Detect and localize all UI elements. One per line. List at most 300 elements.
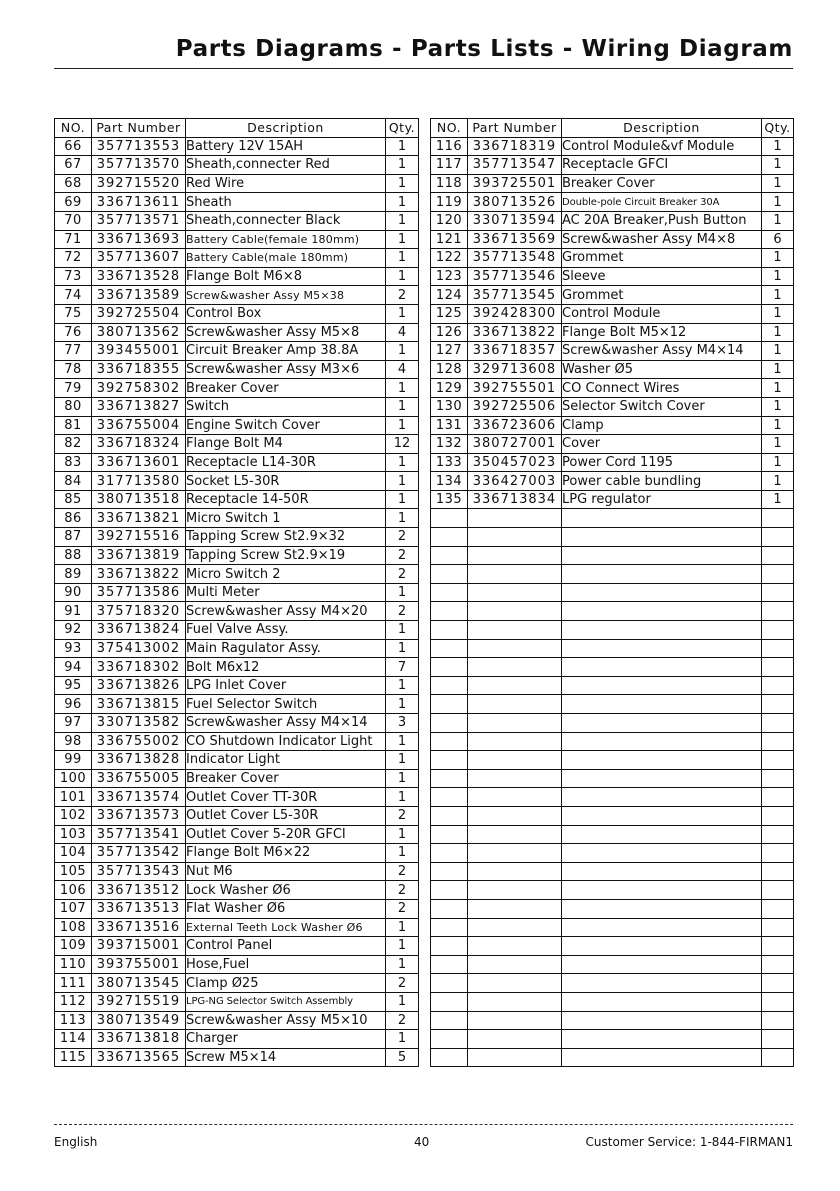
table-row bbox=[431, 472, 794, 491]
part-number-cell bbox=[468, 806, 562, 825]
part-no-cell: 79 bbox=[55, 379, 92, 398]
qty-cell: 1 bbox=[762, 472, 794, 491]
description-cell: Circuit Breaker Amp 38.8A bbox=[186, 342, 386, 361]
table-row bbox=[431, 193, 794, 212]
part-number-cell: 357713541 bbox=[92, 825, 186, 844]
qty-cell bbox=[762, 695, 794, 714]
qty-cell: 2 bbox=[386, 546, 419, 565]
description-cell bbox=[562, 751, 762, 770]
part-number-cell: 393725501 bbox=[468, 174, 562, 193]
qty-cell bbox=[762, 881, 794, 900]
part-number-cell: 336713528 bbox=[92, 267, 186, 286]
table-row bbox=[431, 156, 794, 175]
part-no-cell: 95 bbox=[55, 676, 92, 695]
parts-table-left bbox=[54, 118, 419, 1067]
description-cell bbox=[562, 899, 762, 918]
part-no-cell: 83 bbox=[55, 453, 92, 472]
part-no-cell bbox=[431, 918, 468, 937]
part-number-cell: 336713828 bbox=[92, 751, 186, 770]
table-row bbox=[55, 769, 419, 788]
description-cell: Screw&washer Assy M5×8 bbox=[186, 323, 386, 342]
part-number-cell: 357713547 bbox=[468, 156, 562, 175]
qty-cell bbox=[762, 528, 794, 547]
qty-cell: 1 bbox=[386, 453, 419, 472]
part-no-cell: 126 bbox=[431, 323, 468, 342]
description-cell: Power Cord 1195 bbox=[562, 453, 762, 472]
description-cell: Control Module&vf Module bbox=[562, 137, 762, 156]
qty-cell: 1 bbox=[386, 1030, 419, 1049]
qty-cell bbox=[762, 844, 794, 863]
part-number-cell bbox=[468, 714, 562, 733]
part-no-cell: 125 bbox=[431, 304, 468, 323]
qty-cell: 2 bbox=[386, 862, 419, 881]
part-number-cell: 329713608 bbox=[468, 360, 562, 379]
part-number-cell bbox=[468, 528, 562, 547]
empty-table-row bbox=[431, 937, 794, 956]
part-number-cell bbox=[468, 751, 562, 770]
empty-table-row bbox=[431, 899, 794, 918]
part-no-cell: 92 bbox=[55, 621, 92, 640]
part-no-cell: 120 bbox=[431, 211, 468, 230]
qty-cell bbox=[762, 974, 794, 993]
table-row bbox=[55, 490, 419, 509]
part-number-cell: 392715520 bbox=[92, 174, 186, 193]
part-no-cell: 90 bbox=[55, 583, 92, 602]
parts-table-right-body bbox=[431, 137, 794, 1067]
description-cell bbox=[562, 621, 762, 640]
empty-table-row bbox=[431, 695, 794, 714]
description-cell: Hose,Fuel bbox=[186, 955, 386, 974]
part-number-cell bbox=[468, 732, 562, 751]
part-no-cell bbox=[431, 1011, 468, 1030]
part-number-cell: 336713824 bbox=[92, 621, 186, 640]
description-cell: Battery Cable(male 180mm) bbox=[186, 249, 386, 268]
description-cell bbox=[562, 528, 762, 547]
description-cell: LPG regulator bbox=[562, 490, 762, 509]
part-no-cell bbox=[431, 658, 468, 677]
description-cell: Screw&washer Assy M5×38 bbox=[186, 286, 386, 305]
table-row bbox=[55, 806, 419, 825]
qty-cell: 1 bbox=[386, 137, 419, 156]
part-no-cell bbox=[431, 751, 468, 770]
table-row bbox=[55, 304, 419, 323]
description-cell bbox=[562, 825, 762, 844]
table-row bbox=[55, 844, 419, 863]
empty-table-row bbox=[431, 658, 794, 677]
part-no-cell: 102 bbox=[55, 806, 92, 825]
qty-cell: 1 bbox=[386, 416, 419, 435]
part-no-cell: 127 bbox=[431, 342, 468, 361]
description-cell bbox=[562, 639, 762, 658]
part-number-cell: 336718357 bbox=[468, 342, 562, 361]
qty-cell bbox=[762, 899, 794, 918]
part-number-cell: 392725504 bbox=[92, 304, 186, 323]
part-no-cell: 114 bbox=[55, 1030, 92, 1049]
qty-cell bbox=[762, 509, 794, 528]
description-cell bbox=[562, 732, 762, 751]
description-cell: Screw&washer Assy M4×14 bbox=[562, 342, 762, 361]
qty-cell: 2 bbox=[386, 286, 419, 305]
table-row bbox=[55, 751, 419, 770]
qty-cell: 1 bbox=[386, 751, 419, 770]
part-no-cell: 111 bbox=[55, 974, 92, 993]
part-number-cell: 336755002 bbox=[92, 732, 186, 751]
qty-cell bbox=[762, 769, 794, 788]
description-cell bbox=[562, 602, 762, 621]
part-number-cell: 357713543 bbox=[92, 862, 186, 881]
description-cell: Screw&washer Assy M4×8 bbox=[562, 230, 762, 249]
part-no-cell bbox=[431, 732, 468, 751]
part-no-cell bbox=[431, 788, 468, 807]
description-cell: Breaker Cover bbox=[186, 379, 386, 398]
description-cell: Control Box bbox=[186, 304, 386, 323]
qty-cell: 1 bbox=[386, 211, 419, 230]
qty-cell: 2 bbox=[386, 1011, 419, 1030]
table-row bbox=[431, 304, 794, 323]
description-cell: Flange Bolt M4 bbox=[186, 435, 386, 454]
table-row bbox=[431, 490, 794, 509]
empty-table-row bbox=[431, 992, 794, 1011]
qty-cell: 1 bbox=[386, 304, 419, 323]
part-number-cell: 336713822 bbox=[468, 323, 562, 342]
qty-cell bbox=[762, 862, 794, 881]
part-number-cell: 357713571 bbox=[92, 211, 186, 230]
qty-cell: 1 bbox=[762, 267, 794, 286]
description-cell: Clamp Ø25 bbox=[186, 974, 386, 993]
part-no-cell: 129 bbox=[431, 379, 468, 398]
part-no-cell: 81 bbox=[55, 416, 92, 435]
table-row bbox=[55, 1048, 419, 1067]
qty-cell: 1 bbox=[762, 416, 794, 435]
part-no-cell: 133 bbox=[431, 453, 468, 472]
part-number-cell: 317713580 bbox=[92, 472, 186, 491]
qty-cell: 1 bbox=[386, 676, 419, 695]
table-row bbox=[55, 676, 419, 695]
qty-cell: 1 bbox=[386, 844, 419, 863]
qty-cell: 1 bbox=[386, 788, 419, 807]
qty-cell: 1 bbox=[762, 379, 794, 398]
description-cell bbox=[562, 881, 762, 900]
table-row bbox=[55, 416, 419, 435]
description-cell: Sheath bbox=[186, 193, 386, 212]
part-number-cell bbox=[468, 509, 562, 528]
table-row bbox=[55, 453, 419, 472]
qty-cell: 1 bbox=[386, 732, 419, 751]
part-number-cell bbox=[468, 1048, 562, 1067]
part-number-cell bbox=[468, 881, 562, 900]
description-cell bbox=[562, 806, 762, 825]
table-row bbox=[55, 323, 419, 342]
part-no-cell: 70 bbox=[55, 211, 92, 230]
part-number-cell: 392725506 bbox=[468, 397, 562, 416]
qty-cell bbox=[762, 714, 794, 733]
part-no-cell: 115 bbox=[55, 1048, 92, 1067]
part-no-cell: 105 bbox=[55, 862, 92, 881]
part-number-cell: 380727001 bbox=[468, 435, 562, 454]
qty-cell: 1 bbox=[386, 342, 419, 361]
part-no-cell: 132 bbox=[431, 435, 468, 454]
part-no-cell: 85 bbox=[55, 490, 92, 509]
empty-table-row bbox=[431, 769, 794, 788]
table-row bbox=[55, 955, 419, 974]
table-row bbox=[431, 249, 794, 268]
part-no-cell: 124 bbox=[431, 286, 468, 305]
table-header-row bbox=[431, 119, 794, 138]
part-number-cell: 393755001 bbox=[92, 955, 186, 974]
part-no-cell: 134 bbox=[431, 472, 468, 491]
empty-table-row bbox=[431, 751, 794, 770]
part-no-cell: 75 bbox=[55, 304, 92, 323]
table-row bbox=[55, 937, 419, 956]
description-cell: Clamp bbox=[562, 416, 762, 435]
part-no-cell: 101 bbox=[55, 788, 92, 807]
part-number-cell: 336713569 bbox=[468, 230, 562, 249]
qty-cell: 1 bbox=[386, 621, 419, 640]
part-no-cell: 104 bbox=[55, 844, 92, 863]
footer-divider bbox=[54, 1124, 793, 1125]
description-cell: AC 20A Breaker,Push Button bbox=[562, 211, 762, 230]
part-no-cell bbox=[431, 1048, 468, 1067]
part-number-cell: 357713607 bbox=[92, 249, 186, 268]
qty-cell: 1 bbox=[386, 174, 419, 193]
part-no-cell: 106 bbox=[55, 881, 92, 900]
qty-cell: 1 bbox=[762, 286, 794, 305]
part-no-cell: 99 bbox=[55, 751, 92, 770]
description-cell bbox=[562, 1030, 762, 1049]
part-number-cell: 357713548 bbox=[468, 249, 562, 268]
table-row bbox=[55, 714, 419, 733]
table-row bbox=[55, 342, 419, 361]
part-no-cell: 88 bbox=[55, 546, 92, 565]
table-row bbox=[55, 621, 419, 640]
description-cell: Screw&washer Assy M5×10 bbox=[186, 1011, 386, 1030]
empty-table-row bbox=[431, 806, 794, 825]
qty-cell bbox=[762, 546, 794, 565]
part-number-cell: 336718302 bbox=[92, 658, 186, 677]
empty-table-row bbox=[431, 732, 794, 751]
empty-table-row bbox=[431, 918, 794, 937]
part-number-cell: 336755004 bbox=[92, 416, 186, 435]
description-cell: Grommet bbox=[562, 249, 762, 268]
description-cell: Flat Washer Ø6 bbox=[186, 899, 386, 918]
description-cell: Fuel Valve Assy. bbox=[186, 621, 386, 640]
description-cell: Charger bbox=[186, 1030, 386, 1049]
description-cell: Nut M6 bbox=[186, 862, 386, 881]
qty-cell: 2 bbox=[386, 565, 419, 584]
table-row bbox=[431, 323, 794, 342]
part-number-cell bbox=[468, 955, 562, 974]
qty-cell: 1 bbox=[386, 379, 419, 398]
qty-cell: 1 bbox=[386, 509, 419, 528]
part-no-cell: 76 bbox=[55, 323, 92, 342]
part-number-cell bbox=[468, 583, 562, 602]
empty-table-row bbox=[431, 565, 794, 584]
part-no-cell: 100 bbox=[55, 769, 92, 788]
table-row bbox=[55, 546, 419, 565]
description-cell: Flange Bolt M5×12 bbox=[562, 323, 762, 342]
part-no-cell: 71 bbox=[55, 230, 92, 249]
description-cell: External Teeth Lock Washer Ø6 bbox=[186, 918, 386, 937]
qty-cell: 2 bbox=[386, 806, 419, 825]
empty-table-row bbox=[431, 1048, 794, 1067]
qty-cell: 2 bbox=[386, 899, 419, 918]
table-row bbox=[55, 658, 419, 677]
qty-cell: 3 bbox=[386, 714, 419, 733]
part-number-cell bbox=[468, 565, 562, 584]
description-cell: Flange Bolt M6×8 bbox=[186, 267, 386, 286]
part-number-cell: 357713546 bbox=[468, 267, 562, 286]
part-no-cell: 107 bbox=[55, 899, 92, 918]
description-cell: Engine Switch Cover bbox=[186, 416, 386, 435]
qty-cell bbox=[762, 621, 794, 640]
table-row bbox=[55, 974, 419, 993]
part-number-cell: 336718324 bbox=[92, 435, 186, 454]
description-cell: Socket L5-30R bbox=[186, 472, 386, 491]
qty-cell bbox=[762, 788, 794, 807]
qty-cell: 2 bbox=[386, 974, 419, 993]
column-header-no: NO. bbox=[55, 119, 92, 138]
table-row bbox=[55, 1011, 419, 1030]
empty-table-row bbox=[431, 676, 794, 695]
part-no-cell bbox=[431, 621, 468, 640]
qty-cell: 1 bbox=[762, 490, 794, 509]
part-no-cell bbox=[431, 676, 468, 695]
description-cell: Switch bbox=[186, 397, 386, 416]
description-cell bbox=[562, 583, 762, 602]
table-row bbox=[55, 137, 419, 156]
qty-cell: 6 bbox=[762, 230, 794, 249]
qty-cell bbox=[762, 937, 794, 956]
footer-page-number: 40 bbox=[414, 1135, 430, 1149]
qty-cell: 1 bbox=[386, 918, 419, 937]
qty-cell: 1 bbox=[386, 267, 419, 286]
part-number-cell bbox=[468, 844, 562, 863]
empty-table-row bbox=[431, 825, 794, 844]
part-number-cell bbox=[468, 899, 562, 918]
column-header-no: NO. bbox=[431, 119, 468, 138]
qty-cell: 1 bbox=[762, 323, 794, 342]
part-number-cell: 336713818 bbox=[92, 1030, 186, 1049]
description-cell: CO Shutdown Indicator Light bbox=[186, 732, 386, 751]
description-cell: Tapping Screw St2.9×19 bbox=[186, 546, 386, 565]
part-no-cell bbox=[431, 509, 468, 528]
table-row bbox=[431, 453, 794, 472]
part-number-cell: 336713826 bbox=[92, 676, 186, 695]
part-number-cell: 380713545 bbox=[92, 974, 186, 993]
qty-cell: 1 bbox=[386, 397, 419, 416]
part-number-cell: 336713516 bbox=[92, 918, 186, 937]
description-cell: Flange Bolt M6×22 bbox=[186, 844, 386, 863]
qty-cell: 4 bbox=[386, 360, 419, 379]
empty-table-row bbox=[431, 621, 794, 640]
description-cell bbox=[562, 546, 762, 565]
table-row bbox=[55, 156, 419, 175]
part-number-cell: 336723606 bbox=[468, 416, 562, 435]
qty-cell bbox=[762, 806, 794, 825]
description-cell: Sheath,connecter Black bbox=[186, 211, 386, 230]
part-no-cell: 68 bbox=[55, 174, 92, 193]
page-title: Parts Diagrams - Parts Lists - Wiring Diagram bbox=[175, 36, 793, 62]
part-number-cell: 380713549 bbox=[92, 1011, 186, 1030]
table-row bbox=[55, 193, 419, 212]
description-cell: Screw M5×14 bbox=[186, 1048, 386, 1067]
part-number-cell: 336713589 bbox=[92, 286, 186, 305]
table-row bbox=[55, 267, 419, 286]
description-cell: Sleeve bbox=[562, 267, 762, 286]
column-header-part-number: Part Number bbox=[92, 119, 186, 138]
qty-cell: 4 bbox=[386, 323, 419, 342]
part-number-cell bbox=[468, 769, 562, 788]
description-cell: Outlet Cover L5-30R bbox=[186, 806, 386, 825]
qty-cell bbox=[762, 658, 794, 677]
table-header-row bbox=[55, 119, 419, 138]
qty-cell: 1 bbox=[386, 825, 419, 844]
empty-table-row bbox=[431, 844, 794, 863]
qty-cell: 1 bbox=[762, 435, 794, 454]
part-no-cell bbox=[431, 639, 468, 658]
part-no-cell: 98 bbox=[55, 732, 92, 751]
description-cell bbox=[562, 844, 762, 863]
description-cell: Cover bbox=[562, 435, 762, 454]
part-no-cell: 130 bbox=[431, 397, 468, 416]
table-row bbox=[431, 137, 794, 156]
part-no-cell: 128 bbox=[431, 360, 468, 379]
part-number-cell bbox=[468, 658, 562, 677]
part-number-cell: 392755501 bbox=[468, 379, 562, 398]
table-row bbox=[55, 918, 419, 937]
part-no-cell bbox=[431, 992, 468, 1011]
qty-cell: 1 bbox=[762, 304, 794, 323]
table-row bbox=[431, 397, 794, 416]
part-no-cell bbox=[431, 881, 468, 900]
qty-cell: 1 bbox=[386, 156, 419, 175]
part-no-cell: 72 bbox=[55, 249, 92, 268]
part-no-cell: 135 bbox=[431, 490, 468, 509]
description-cell bbox=[562, 992, 762, 1011]
empty-table-row bbox=[431, 602, 794, 621]
description-cell bbox=[562, 955, 762, 974]
part-number-cell: 336713611 bbox=[92, 193, 186, 212]
qty-cell: 1 bbox=[386, 193, 419, 212]
part-no-cell: 113 bbox=[55, 1011, 92, 1030]
column-header-description: Description bbox=[562, 119, 762, 138]
description-cell: Washer Ø5 bbox=[562, 360, 762, 379]
table-row bbox=[55, 174, 419, 193]
part-no-cell bbox=[431, 528, 468, 547]
description-cell: Micro Switch 2 bbox=[186, 565, 386, 584]
qty-cell: 1 bbox=[386, 230, 419, 249]
qty-cell bbox=[762, 1011, 794, 1030]
qty-cell bbox=[762, 751, 794, 770]
part-no-cell: 123 bbox=[431, 267, 468, 286]
part-no-cell bbox=[431, 602, 468, 621]
part-number-cell: 336755005 bbox=[92, 769, 186, 788]
part-no-cell: 117 bbox=[431, 156, 468, 175]
part-number-cell bbox=[468, 602, 562, 621]
table-row bbox=[55, 509, 419, 528]
description-cell: Lock Washer Ø6 bbox=[186, 881, 386, 900]
part-number-cell bbox=[468, 937, 562, 956]
part-number-cell: 336713834 bbox=[468, 490, 562, 509]
column-header-qty: Qty. bbox=[762, 119, 794, 138]
part-number-cell: 392715519 bbox=[92, 992, 186, 1011]
description-cell: Micro Switch 1 bbox=[186, 509, 386, 528]
title-divider bbox=[54, 68, 793, 69]
table-row bbox=[431, 379, 794, 398]
description-cell: Receptacle 14-50R bbox=[186, 490, 386, 509]
part-number-cell bbox=[468, 621, 562, 640]
qty-cell: 1 bbox=[762, 342, 794, 361]
